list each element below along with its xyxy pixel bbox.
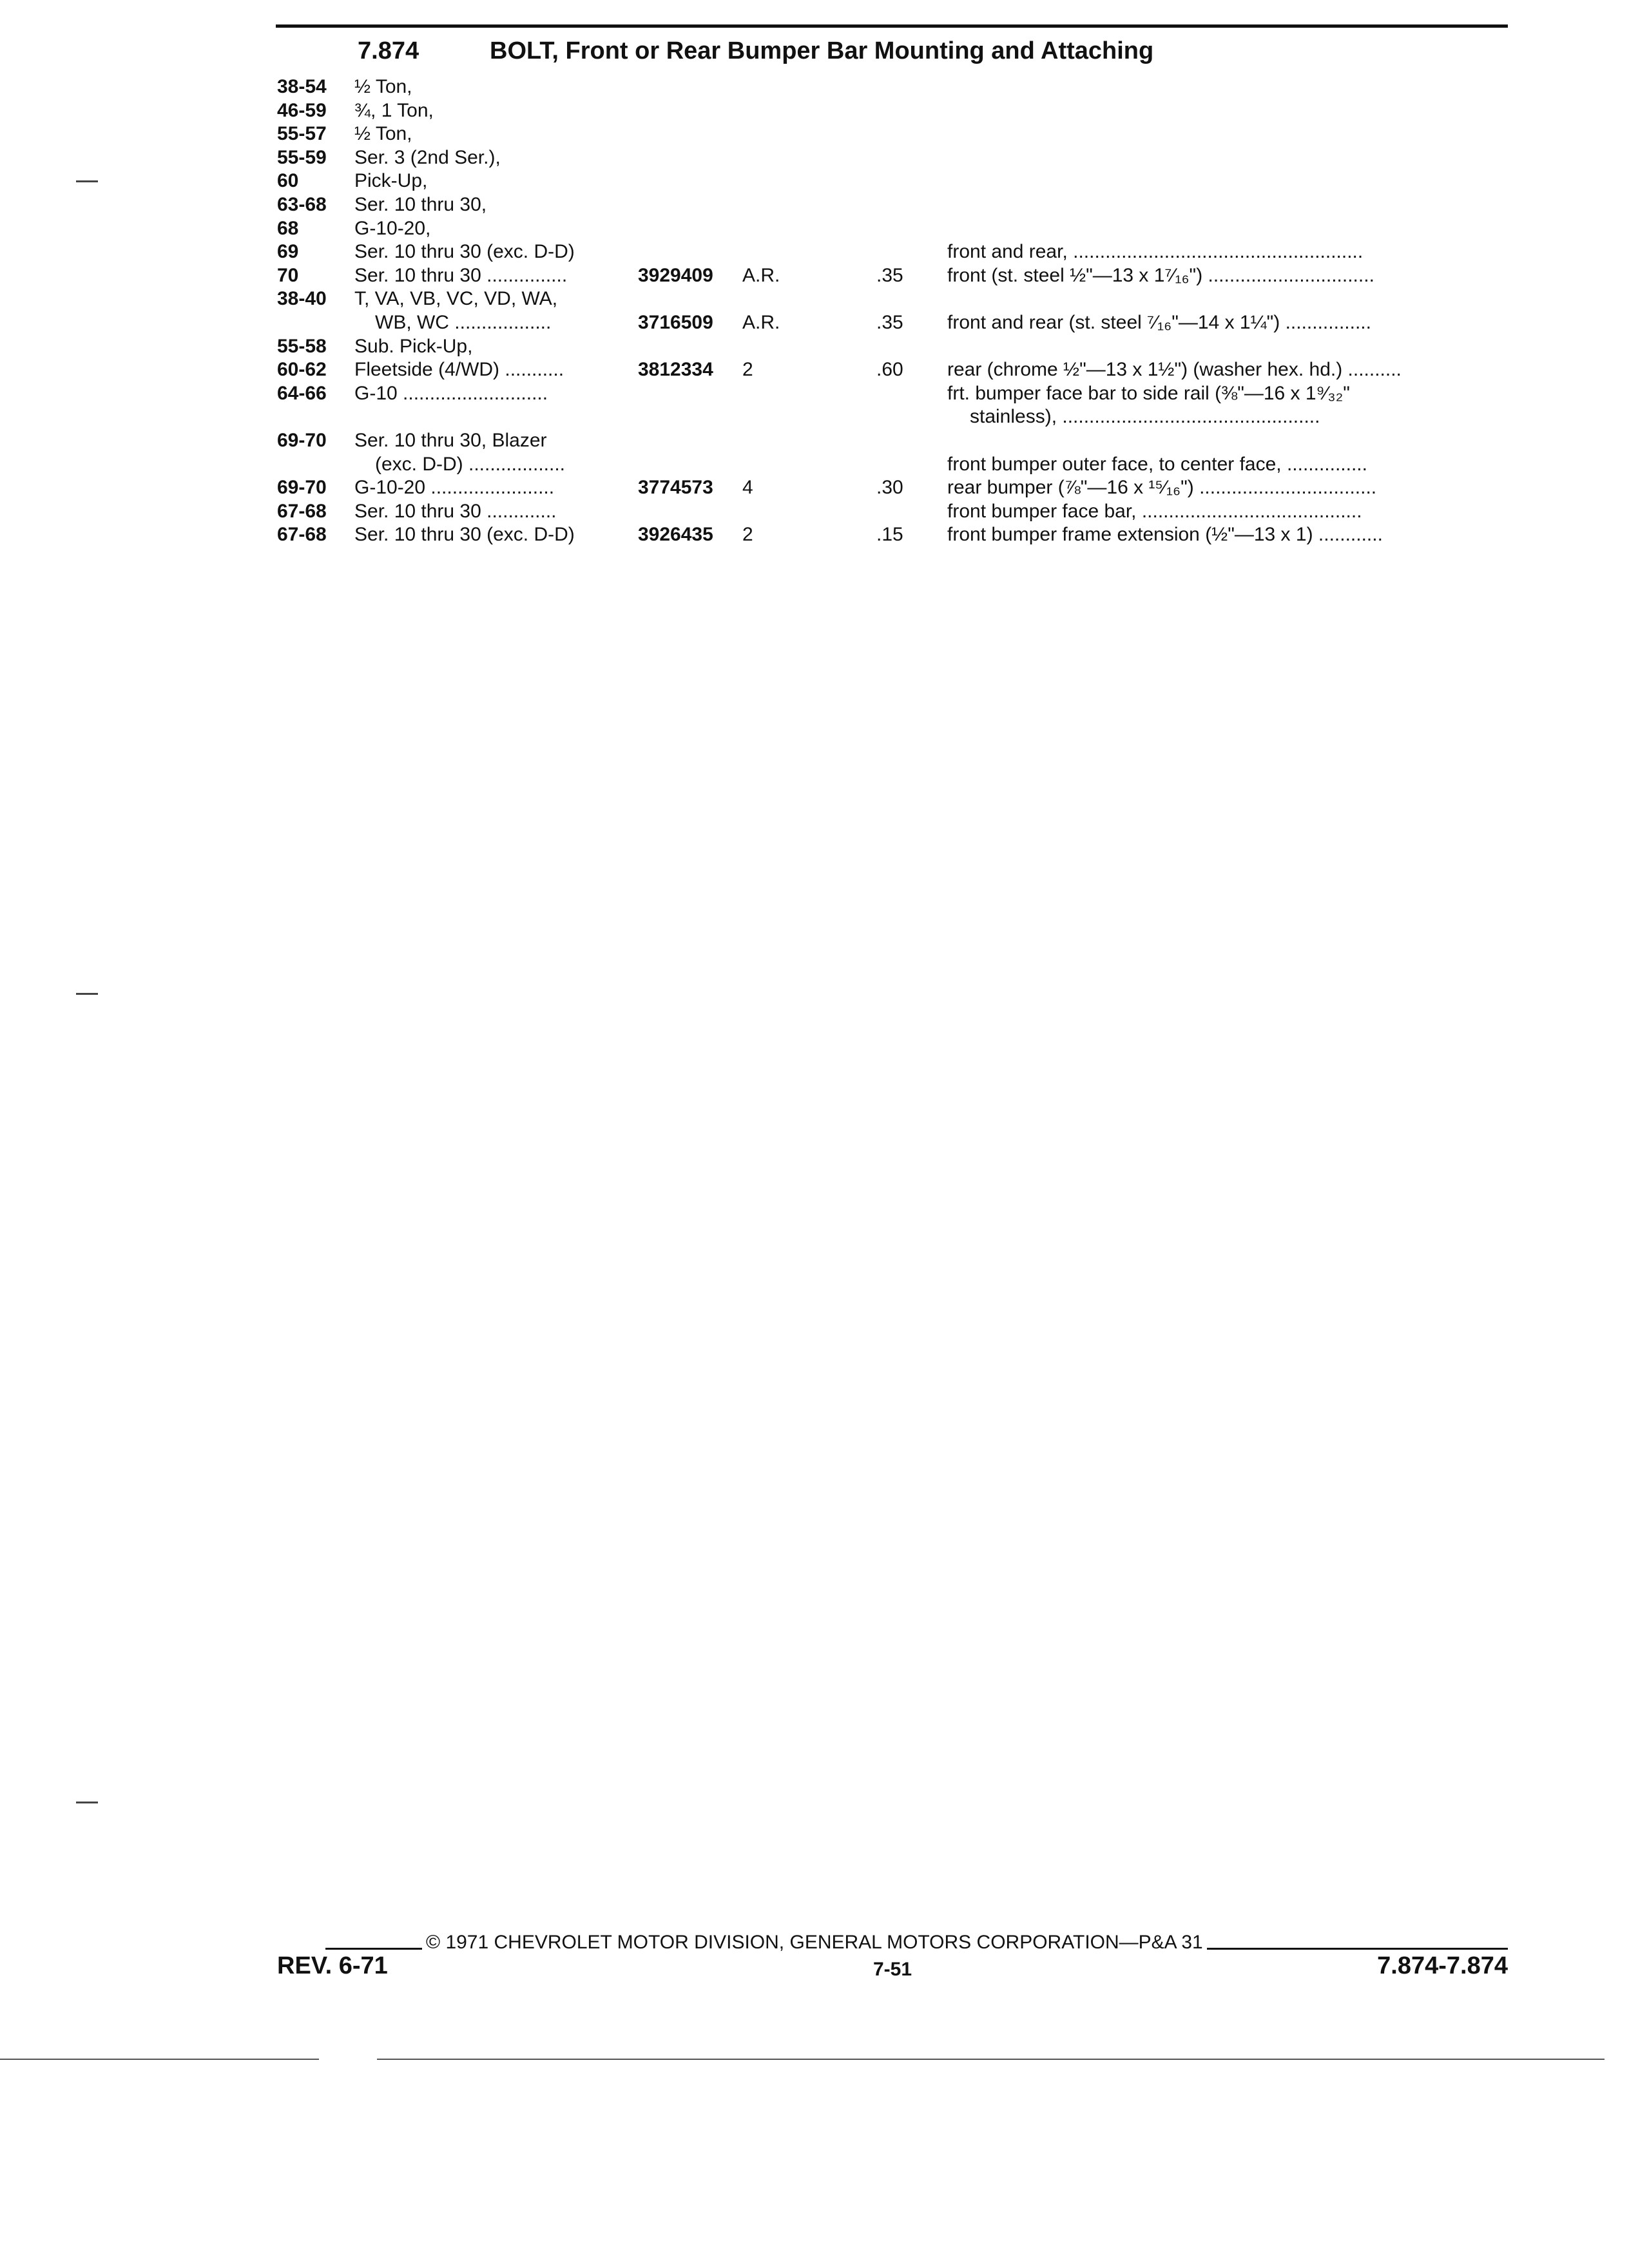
margin-tick: [76, 1802, 98, 1803]
part-number: 3716509: [638, 312, 713, 333]
model-text: Ser. 10 thru 30 (exc. D-D): [354, 524, 575, 546]
scan-artifact-line: [377, 2059, 1605, 2060]
price: .30: [876, 477, 903, 499]
group-range: 7.874-7.874: [1377, 1952, 1508, 1979]
year-range: 64-66: [277, 382, 327, 404]
table-row: [0, 429, 1629, 452]
table-row: [0, 169, 1629, 193]
year-range: 55-58: [277, 335, 327, 357]
description: front and rear (st. steel ⁷⁄₁₆"—14 x 1¼") ................: [947, 312, 1371, 333]
model-text: Ser. 10 thru 30,: [354, 194, 487, 215]
description: front bumper outer face, to center face, ...............: [947, 453, 1367, 475]
model-text: T, VA, VB, VC, VD, WA,: [354, 288, 558, 310]
model-text: Ser. 3 (2nd Ser.),: [354, 146, 501, 168]
footer-rule-left: [325, 1948, 422, 1950]
price: .35: [876, 264, 903, 286]
part-number: 3812334: [638, 359, 713, 381]
table-row: [0, 240, 1629, 264]
model-text: ½ Ton,: [354, 123, 412, 145]
year-range: 70: [277, 264, 299, 286]
year-range: 55-57: [277, 123, 327, 145]
table-row: [0, 476, 1629, 499]
table-row: [0, 217, 1629, 240]
year-range: 67-68: [277, 500, 327, 522]
year-range: 46-59: [277, 99, 327, 121]
model-text: (exc. D-D) ..................: [375, 453, 566, 475]
table-row: [0, 264, 1629, 287]
year-range: 63-68: [277, 194, 327, 215]
group-number: 7.874: [358, 37, 419, 64]
table-row: [0, 122, 1629, 146]
model-text: Ser. 10 thru 30 .............: [354, 500, 557, 522]
description: frt. bumper face bar to side rail (⅜"—16 x 1⁹⁄₃₂": [947, 382, 1350, 404]
description: front and rear, ......................................................: [947, 241, 1364, 263]
group-title: BOLT, Front or Rear Bumper Bar Mounting and Attaching: [490, 37, 1154, 64]
table-row: [0, 193, 1629, 216]
model-text: Pick-Up,: [354, 170, 428, 192]
quantity: 2: [742, 359, 753, 381]
table-row: [0, 405, 1629, 428]
table-row: [0, 358, 1629, 381]
model-text: G-10 ...........................: [354, 382, 548, 404]
model-text: Sub. Pick-Up,: [354, 335, 473, 357]
year-range: 68: [277, 217, 299, 239]
model-text: ¾, 1 Ton,: [354, 99, 434, 121]
description: rear bumper (⅞"—16 x ¹⁵⁄₁₆") .................................: [947, 477, 1377, 499]
description: stainless), ................................................: [970, 406, 1320, 428]
top-rule: [276, 24, 1508, 28]
model-text: Ser. 10 thru 30 ...............: [354, 264, 568, 286]
description: rear (chrome ½"—13 x 1½") (washer hex. hd.) ..........: [947, 359, 1402, 381]
year-range: 67-68: [277, 524, 327, 546]
table-row: [0, 311, 1629, 334]
part-number: 3929409: [638, 264, 713, 286]
quantity: 2: [742, 524, 753, 546]
description: front bumper face bar, .........................................: [947, 500, 1362, 522]
year-range: 60: [277, 170, 299, 192]
year-range: 55-59: [277, 146, 327, 168]
year-range: 69-70: [277, 477, 327, 499]
year-range: 38-54: [277, 76, 327, 97]
quantity: A.R.: [742, 312, 780, 333]
copyright-text: © 1971 CHEVROLET MOTOR DIVISION, GENERAL MOTORS CORPORATION—P&A 31: [426, 1932, 1203, 1953]
scan-artifact-line: [0, 2059, 319, 2060]
table-row: [0, 453, 1629, 476]
footer-rule-right: [1207, 1948, 1508, 1950]
year-range: 69-70: [277, 430, 327, 451]
year-range: 69: [277, 241, 299, 263]
model-text: G-10-20 .......................: [354, 477, 555, 499]
table-row: [0, 75, 1629, 99]
part-number: 3926435: [638, 524, 713, 546]
part-number: 3774573: [638, 477, 713, 499]
table-row: [0, 523, 1629, 546]
table-row: [0, 500, 1629, 523]
model-text: Fleetside (4/WD) ...........: [354, 359, 564, 381]
table-row: [0, 287, 1629, 311]
model-text: WB, WC ..................: [375, 312, 552, 333]
copyright-line: [325, 1931, 1508, 1954]
table-row: [0, 146, 1629, 169]
year-range: 60-62: [277, 359, 327, 381]
quantity: 4: [742, 477, 753, 499]
price: .60: [876, 359, 903, 381]
model-text: ½ Ton,: [354, 76, 412, 97]
quantity: A.R.: [742, 264, 780, 286]
margin-tick: [76, 993, 98, 995]
model-text: Ser. 10 thru 30 (exc. D-D): [354, 241, 575, 263]
price: .35: [876, 312, 903, 333]
table-row: [0, 99, 1629, 122]
description: front (st. steel ½"—13 x 1⁷⁄₁₆") ...............................: [947, 264, 1374, 286]
table-row: [0, 335, 1629, 358]
table-row: [0, 382, 1629, 405]
model-text: Ser. 10 thru 30, Blazer: [354, 430, 547, 451]
page-number: 7-51: [873, 1959, 912, 1980]
model-text: G-10-20,: [354, 217, 431, 239]
price: .15: [876, 524, 903, 546]
revision-label: REV. 6-71: [277, 1952, 388, 1979]
description: front bumper frame extension (½"—13 x 1) ............: [947, 524, 1383, 546]
year-range: 38-40: [277, 288, 327, 310]
